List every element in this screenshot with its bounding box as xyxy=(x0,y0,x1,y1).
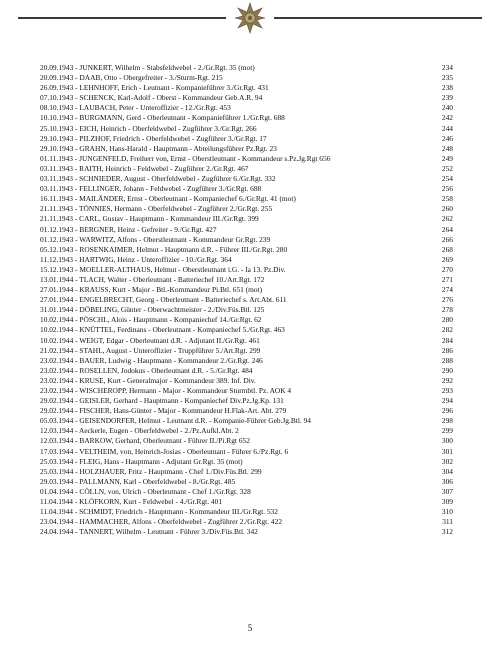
entry-text: 15.12.1943 - MOELLER-ALTHAUS, Helmut - Oberstleutnant i.G. - Ia 13. Pz.Div. xyxy=(40,264,286,274)
entry-text: 20.09.1943 - DAAB, Otto - Obergefreiter - 3./Sturm-Rgt. 215 xyxy=(40,73,223,83)
list-item xyxy=(40,447,453,457)
page-number: 5 xyxy=(247,623,253,633)
entry-text: 05.03.1944 - GEISENDORFER, Helmut - Leutnant d.R. - Kompanie-Führer Geb.Jg.Btl. 94 xyxy=(40,416,311,426)
entry-text: 01.11.1943 - JUNGENFELD, Freiherr von, Ernst - Oberstleutnant - Kommandeur s.Pz.Jg.Rgt 656 xyxy=(40,153,331,163)
entry-text: 25.10.1943 - EICH, Heinrich - Oberfeldwebel - Zugführer 3./Gr.Rgt. 266 xyxy=(40,123,257,133)
entry-text: 08.10.1943 - LAUBACH, Peter - Unteroffizier - 12./Gr.Rgt. 453 xyxy=(40,103,231,113)
entry-text: 03.11.1943 - FELLINGER, Johann - Feldwebel - Zugführer 3./Gr.Rgt. 688 xyxy=(40,184,262,194)
list-item xyxy=(40,426,453,436)
entry-page-number: 282 xyxy=(441,325,453,335)
list-item xyxy=(40,63,453,73)
list-item xyxy=(40,507,453,517)
entry-text: 13.01.1944 - TLACH, Walter - Oberleutnant - Batteriechef 10./Art.Rgt. 172 xyxy=(40,274,265,284)
entry-text: 24.04.1944 - TANNERT, Wilhelm - Leutnant - Führer 3./Div.Füs.Btl. 342 xyxy=(40,527,258,537)
entry-text: 23.02.1944 - ROSELLEN, Jodokus - Oberleutnant d.R. - 5./Gr.Rgt. 484 xyxy=(40,365,253,375)
entry-page-number: 288 xyxy=(441,355,453,365)
entry-text: 10.02.1944 - WEIGT, Edgar - Oberleutnant d.R. - Adjutant II./Gr.Rgt. 461 xyxy=(40,335,260,345)
entry-page-number: 239 xyxy=(441,93,453,103)
list-item xyxy=(40,416,453,426)
entry-page-number: 268 xyxy=(441,244,453,254)
entry-page-number: 294 xyxy=(441,396,453,406)
knights-cross-emblem-icon xyxy=(234,2,266,34)
entry-text: 01.12.1943 - WARWITZ, Alfons - Oberstleutnant - Kommandeur Gr.Rgt. 239 xyxy=(40,234,271,244)
entry-page-number: 302 xyxy=(441,456,453,466)
entry-text: 23.02.1944 - WISCHEROPP, Hermann - Major - Kommandeur Sturmbtl. Pz. AOK 4 xyxy=(40,386,292,395)
entry-page-number: 290 xyxy=(441,365,453,375)
entry-page-number: 254 xyxy=(441,174,453,184)
entry-text: 10.02.1944 - KNÜTTEL, Ferdinans - Oberleutnant - Kompaniechef 5./Gr.Rgt. 463 xyxy=(40,325,285,335)
list-item xyxy=(40,325,453,335)
entry-text: 16.11.1943 - MAILÄNDER, Ernst - Oberleutnant - Kompaniechef 6./Gr.Rgt. 41 (mot) xyxy=(40,194,296,204)
entry-page-number: 270 xyxy=(441,264,453,274)
list-item xyxy=(40,436,453,446)
entry-text: 21.11.1943 - CARL, Gustav - Hauptmann - Kommandeur III./Gr.Rgt. 399 xyxy=(40,214,259,224)
entry-page-number: 260 xyxy=(441,204,453,214)
entry-text: 29.02.1944 - GEISLER, Gerhard - Hauptmann - Kompaniechef Div.Pz.Jg.Kp. 131 xyxy=(40,396,284,406)
entry-page-number: 293 xyxy=(441,386,453,395)
entry-page-number: 311 xyxy=(442,517,453,527)
entry-page-number: 240 xyxy=(441,103,453,113)
entry-text: 12.03.1944 - Aeckerle, Eugen - Oberfeldwebel - 2./Pz.Aufkl.Abt. 2 xyxy=(40,426,239,436)
list-item xyxy=(40,194,453,204)
entry-text: 03.11.1943 - SCHNIEDER, August - Oberfeldwebel - Zugführer 6./Gr.Rgt. 332 xyxy=(40,174,276,184)
entry-page-number: 276 xyxy=(441,295,453,305)
entry-text: 01.04.1944 - CÖLLN, von, Ulrich - Oberleutnant - Chef 1./Gr.Rgt. 328 xyxy=(40,486,251,496)
list-item xyxy=(40,164,453,174)
entry-page-number: 309 xyxy=(441,497,453,507)
entry-page-number: 252 xyxy=(441,163,453,173)
entry-page-number: 271 xyxy=(441,274,453,284)
header-rule-right xyxy=(274,17,482,19)
entry-page-number: 312 xyxy=(441,527,453,537)
entry-text: 05.12.1943 - ROSENKAIMER, Helmut - Hauptmann d.R. - Führer III./Gr.Rgt. 280 xyxy=(40,244,288,254)
entry-text: 25.03.1944 - FLEIG, Hans - Hauptmann - Adjutant Gr.Rgt. 35 (mot) xyxy=(40,456,243,466)
entry-page-number: 292 xyxy=(441,375,453,385)
list-item xyxy=(40,204,453,214)
entry-page-number: 246 xyxy=(441,133,453,143)
entry-page-number: 278 xyxy=(441,305,453,315)
entry-text: 11.04.1944 - KLÖFKORN, Kurt - Feldwebel - 4./Gr.Rgt. 401 xyxy=(40,497,223,507)
entry-text: 25.03.1944 - HOLZHAUER, Fritz - Hauptmann - Chef 1./Div.Füs.Btl. 299 xyxy=(40,466,262,476)
list-item xyxy=(40,315,453,325)
entry-page-number: 242 xyxy=(441,113,453,123)
list-item xyxy=(40,245,453,255)
list-item xyxy=(40,255,453,265)
list-item xyxy=(40,487,453,497)
list-item xyxy=(40,73,453,83)
entry-page-number: 300 xyxy=(441,436,453,446)
list-item xyxy=(40,457,453,467)
entry-text: 10.02.1944 - PÖSCHL, Alois - Hauptmann - Kompaniechef 14./Gr.Rgt. 62 xyxy=(40,315,262,325)
entry-text: 27.01.1944 - KRAUSS, Kurt - Major - Btl.-Kommandeur Pi.Btl. 651 (mot) xyxy=(40,285,263,295)
page-header xyxy=(0,0,500,40)
entry-page-number: 266 xyxy=(441,234,453,244)
list-item xyxy=(40,285,453,295)
list-item xyxy=(40,154,453,164)
list-item xyxy=(40,134,453,144)
list-item xyxy=(40,467,453,477)
list-item xyxy=(40,356,453,366)
entry-text: 01.12.1943 - BERGNER, Heinz - Gefreiter - 9./Gr.Rgt. 427 xyxy=(40,224,217,234)
list-item xyxy=(40,275,453,285)
entry-page-number: 256 xyxy=(441,184,453,194)
entry-text: 29.10.1943 - PILZHOF, Friedrich - Oberfeldwebel - Zugführer 3./Gr.Rgt. 17 xyxy=(40,133,267,143)
entry-page-number: 274 xyxy=(441,285,453,295)
list-item xyxy=(40,225,453,235)
entry-text: 29.03.1944 - PALLMANN, Karl - Oberfeldwebel - 8./Gr.Rgt. 485 xyxy=(40,476,236,486)
list-item xyxy=(40,113,453,123)
entry-text: 26.09.1943 - LEHNHOFF, Erich - Leutnant - Kompanieführer 3./Gr.Rgt. 431 xyxy=(40,83,269,93)
entry-page-number: 280 xyxy=(441,315,453,325)
entry-page-number: 235 xyxy=(441,73,453,83)
entry-text: 29.02.1944 - FISCHER, Hans-Günter - Major - Kommandeur H.Flak-Art. Abt. 279 xyxy=(40,406,287,416)
entry-text: 07.10.1943 - SCHENCK, Karl-Adolf - Oberst - Kommandeur Geb.A.R. 94 xyxy=(40,93,263,103)
entry-page-number: 234 xyxy=(441,63,453,72)
entry-text: 03.11.1943 - RAITH, Heinrich - Feldwebel - Zugführer 2./Gr.Rgt. 467 xyxy=(40,163,249,173)
entry-page-number: 298 xyxy=(441,416,453,426)
entry-page-number: 262 xyxy=(441,214,453,224)
entry-page-number: 296 xyxy=(441,406,453,416)
entry-text: 31.01.1944 - DÖBELING, Günter - Oberwachtmeister - 2./Div.Füs.Btl. 125 xyxy=(40,305,265,315)
list-item xyxy=(40,386,453,396)
list-item xyxy=(40,184,453,194)
list-item xyxy=(40,305,453,315)
entry-text: 23.02.1944 - KRUSE, Kurt - Generalmajor - Kommandeur 389. Inf. Div. xyxy=(40,375,256,385)
entry-page-number: 306 xyxy=(441,476,453,486)
entry-text: 23.02.1944 - BAUER, Ludwig - Hauptmann - Kommandeur 2./Gr.Rgt. 246 xyxy=(40,355,263,365)
entry-page-number: 284 xyxy=(441,335,453,345)
entry-page-number: 304 xyxy=(441,466,453,476)
entry-page-number: 258 xyxy=(441,194,453,204)
list-item xyxy=(40,517,453,527)
list-item xyxy=(40,83,453,93)
list-item xyxy=(40,124,453,134)
list-item xyxy=(40,265,453,275)
entry-page-number: 310 xyxy=(441,507,453,517)
list-item xyxy=(40,336,453,346)
list-item xyxy=(40,214,453,224)
entry-page-number: 244 xyxy=(441,123,453,133)
entry-text: 20.09.1943 - JUNKERT, Wilhelm - Stabsfeldwebel - 2./Gr.Rgt. 35 (mot) xyxy=(40,63,255,72)
list-item xyxy=(40,396,453,406)
entry-page-number: 286 xyxy=(441,345,453,355)
list-item xyxy=(40,527,453,537)
list-item xyxy=(40,406,453,416)
entry-text: 11.12.1943 - HARTWIG, Heinz - Unteroffizier - 10./Gr.Rgt. 364 xyxy=(40,254,232,264)
list-item xyxy=(40,497,453,507)
entry-text: 10.10.1943 - BURGMANN, Gerd - Oberleutnant - Kompanieführer 1./Gr.Rgt. 688 xyxy=(40,113,285,123)
entry-page-number: 269 xyxy=(441,254,453,264)
list-item xyxy=(40,346,453,356)
entry-text: 21.02.1944 - STAHL, August - Unteroffizier - Truppführer 5./Art.Rgt. 299 xyxy=(40,345,261,355)
entry-text: 17.03.1944 - VELTHEIM, von, Heinrich-Josias - Oberleutnant - Führer 6./Pz.Rgt. 6 xyxy=(40,446,289,456)
entries-list xyxy=(40,63,453,537)
header-rule-left xyxy=(18,17,226,19)
list-item xyxy=(40,144,453,154)
list-item xyxy=(40,235,453,245)
list-item xyxy=(40,366,453,376)
entry-page-number: 249 xyxy=(441,153,453,163)
entry-text: 11.04.1944 - SCHMIDT, Friedrich - Hauptmann - Kommandeur III./Gr.Rgt. 532 xyxy=(40,507,278,517)
entry-text: 27.01.1944 - ENGELBRECHT, Georg - Oberleutnant - Batteriechef s. Art.Abt. 611 xyxy=(40,295,287,305)
entry-page-number: 248 xyxy=(441,143,453,153)
list-item xyxy=(40,174,453,184)
entry-page-number: 299 xyxy=(441,426,453,436)
entry-page-number: 264 xyxy=(441,224,453,234)
entry-page-number: 307 xyxy=(441,486,453,496)
list-item xyxy=(40,103,453,113)
entry-text: 29.10.1943 - GRAHN, Hans-Harald - Hauptmann - Abteilungsführer Pz.Rgt. 23 xyxy=(40,143,277,153)
entry-page-number: 301 xyxy=(441,446,453,456)
list-item xyxy=(40,477,453,487)
entry-text: 23.04.1944 - HAMMACHER, Alfons - Oberfeldwebel - Zugführer 2./Gr.Rgt. 422 xyxy=(40,517,283,527)
list-item xyxy=(40,93,453,103)
entry-page-number: 238 xyxy=(441,83,453,93)
list-item xyxy=(40,295,453,305)
list-item xyxy=(40,376,453,386)
entry-text: 12.03.1944 - BARKOW, Gerhard, Oberleutnant - Führer II./Pi.Rgt 652 xyxy=(40,436,250,446)
entry-text: 21.11.1943 - TÖNNIES, Hermann - Oberfeldwebel - Zugführer 2./Gr.Rgt. 255 xyxy=(40,204,273,214)
